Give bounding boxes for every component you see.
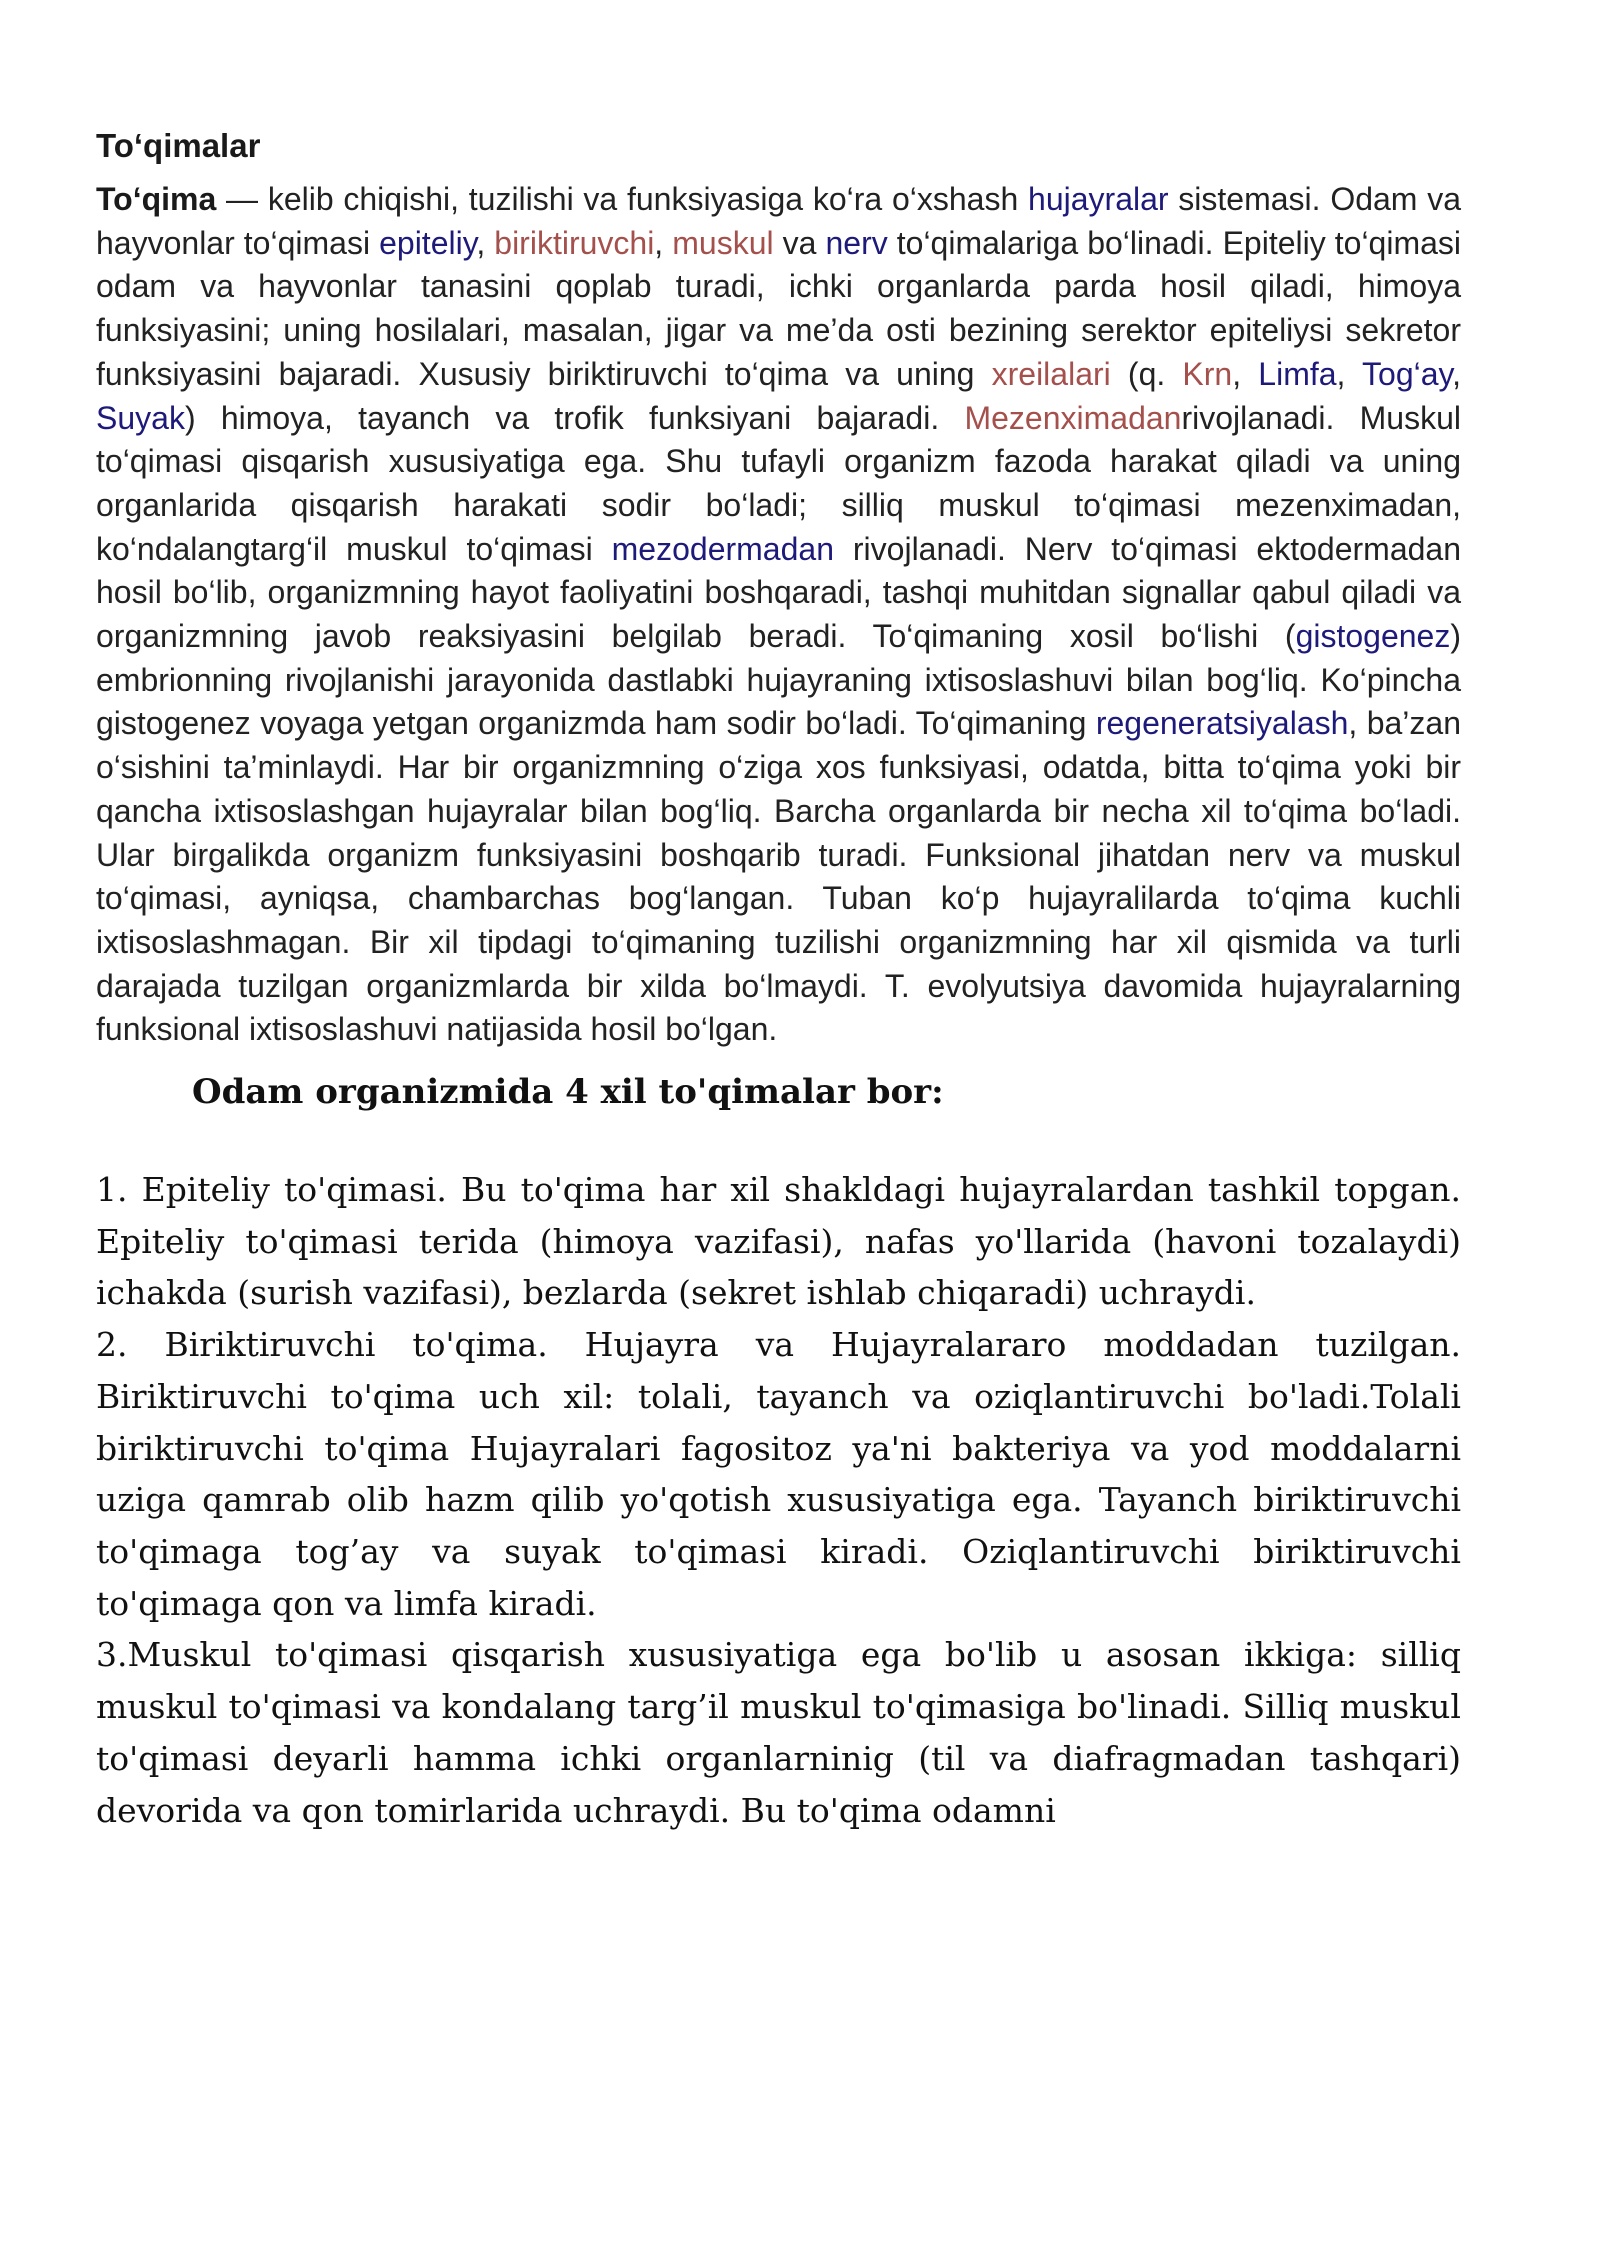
article-text: ) himoya, tayanch va trofik funksiyani bajaradi. [184,399,965,436]
section-heading: Odam organizmida 4 xil to'qimalar bor: [192,1072,944,1113]
article-paragraph [96,178,1461,1052]
link-suyak[interactable]: Suyak [96,399,185,436]
link-nerv[interactable]: nerv [825,224,888,261]
article-text: , [1232,355,1259,392]
link-limfa[interactable]: Limfa [1258,355,1337,392]
article-text: to‘qimalariga bo‘linadi. Epiteliy to‘qimasi odam va hayvonlar tanasini qoplab turadi, ichki organlarda parda hosil qiladi, himoya funksiyasini; uning hosilalari, masalan, jigar va me’da osti bezining serektor epiteliysi sekretor funksiyasini bajaradi. Xususiy biriktiruvchi to‘qima va uning [96,224,1462,392]
article-text: (q. [1110,355,1183,392]
article-text: sistemasi. Odam va hayvonlar to‘qimasi [96,181,1462,261]
link-togay[interactable]: Tog‘ay [1362,355,1453,392]
list-item-epiteliy: 1. Epiteliy to'qimasi. Bu to'qima har xil shakldagi hujayralardan tashkil topgan. Epiteliy to'qimasi terida (himoya vazifasi), nafas yo'llarida (havoni tozalaydi) ichakda (surish vazifasi), bezlarda (sekret ishlab chiqaradi) uchraydi. [96,1170,1461,1313]
list-item-biriktiruvchi: 2. Biriktiruvchi to'qima. Hujayra va Hujayralararo moddadan tuzilgan. Biriktiruvchi to'qima uch xil: tolali, tayanch va oziqlantiruvchi bo'ladi.Tolali biriktiruvchi to'qima Hujayralari fagositoz ya'ni bakteriya va yod moddalarni uziga qamrab olib hazm qilib yo'qotish xususiyatiga ega. Tayanch biriktiruvchi to'qimaga tog’ay va suyak to'qimasi kiradi. Oziqlantiruvchi biriktiruvchi to'qimaga qon va limfa kiradi. [96,1325,1461,1623]
page-title: To‘qimalar [96,127,261,164]
link-epiteliy[interactable]: epiteliy [379,224,477,261]
link-biriktiruvchi[interactable]: biriktiruvchi [494,224,655,261]
article-text: va [773,224,826,261]
article-text: , [654,224,673,261]
article-text: — kelib chiqishi, tuzilishi va funksiyasiga ko‘ra o‘xshash [216,181,1029,217]
link-xreilalari[interactable]: xreilalari [991,355,1111,392]
article-term: To‘qima [96,181,217,217]
article-text: ) embrionning rivojlanishi jarayonida dastlabki hujayraning ixtisoslashuvi bilan bog‘liq. Ko‘pincha gistogenez voyaga yetgan organizmda ham sodir bo‘ladi. To‘qimaning [96,618,1461,742]
article-text: , ba’zan o‘sishini ta’minlaydi. Har bir organizmning o‘ziga xos funksiyasi, odatda, bitta to‘qima yoki bir qancha ixtisoslashgan hujayralar bilan bog‘liq. Barcha organlarda bir necha xil to‘qima bo‘ladi. Ular birgalikda organizm funksiyasini boshqarib turadi. Funksional jihatdan nerv va muskul to‘qimasi, ayniqsa, chambarchas bog‘langan. Tuban ko‘p hujayralilarda to‘qima kuchli ixtisoslashmagan. Bir xil tipdagi to‘qimaning tuzilishi organizmning har xil qismida va turli darajada tuzilgan organizmlarda bir xilda bo‘lmaydi. T. evolyutsiya davomida hujayralarning funksional ixtisoslashuvi natijasida hosil bo‘lgan. [96,705,1462,1048]
article-text: , [476,224,495,261]
article-text: , [1336,355,1363,392]
link-gistogenez[interactable]: gistogenez [1295,618,1451,655]
article-text: rivojlanadi. Nerv to‘qimasi ektodermadan hosil bo‘lib, organizmning hayot faoliyatini boshqaradi, tashqi muhitdan signallar qabul qiladi va organizmning javob reaksiyasini belgilab beradi. To‘qimaning xosil bo‘lishi ( [96,530,1462,655]
article-text: rivojlanadi. Muskul to‘qimasi qisqarish xususiyatiga ega. Shu tufayli organizm fazoda harakat qiladi va uning organlarida qisqarish harakati sodir bo‘ladi; silliq muskul to‘qimasi mezenximadan, ko‘ndalangtarg‘il muskul to‘qimasi [96,399,1462,567]
link-mezenximadan[interactable]: Mezenximadan [964,399,1182,436]
link-muskul[interactable]: muskul [672,224,774,261]
document-page [96,126,1461,1836]
list-item-muskul: 3.Muskul to'qimasi qisqarish xususiyatiga ega bo'lib u asosan ikkiga: silliq muskul to'qimasi va kondalang targ’il muskul to'qimasiga bo'linadi. Silliq muskul to'qimasi deyarli hamma ichki organlarninig (til va diafragmadan tashqari) devorida va qon tomirlarida uchraydi. Bu to'qima odamni [96,1635,1461,1830]
article-text: , [1452,355,1462,392]
link-mezodermadan[interactable]: mezodermadan [611,530,834,567]
link-hujayralar[interactable]: hujayralar [1028,181,1169,217]
spacer [96,1114,1461,1164]
link-krn[interactable]: Krn [1182,355,1233,392]
link-regeneratsiyalash[interactable]: regeneratsiyalash [1095,705,1349,742]
